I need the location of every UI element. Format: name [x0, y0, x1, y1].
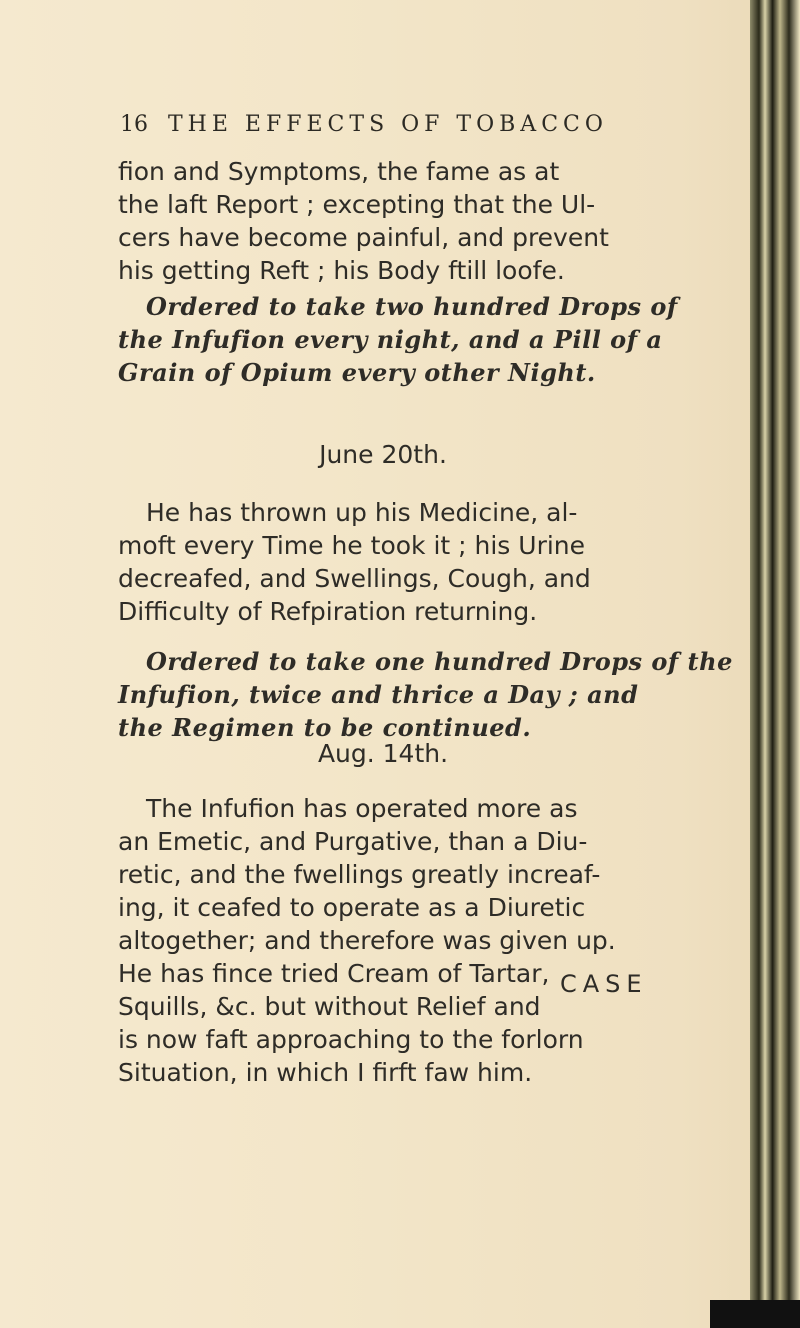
order-2: [118, 645, 733, 744]
date-heading-1: [118, 438, 728, 471]
text-line: He has thrown up his Medicine, al-: [146, 498, 578, 527]
text-line: decreafed, and Swellings, Cough, and: [118, 564, 591, 593]
text-line: Difficulty of Refpiration returning.: [118, 597, 538, 626]
text-line: his getting Reft ; his Body ftill loofe.: [118, 256, 565, 285]
book-spine-edge: [750, 0, 800, 1328]
italic-line: Ordered to take two hundred Drops of: [146, 292, 678, 321]
text-line: altogether; and therefore was given up.: [118, 926, 616, 955]
italic-line: the Infufion every night, and a Pill of a: [118, 325, 663, 354]
italic-line: Infufion, twice and thrice a Day ; and: [118, 680, 639, 709]
date-text: June 20th.: [319, 440, 447, 469]
text-line: the laft Report ; excepting that the Ul-: [118, 190, 596, 219]
text-line: is now faft approaching to the forlorn: [118, 1025, 584, 1054]
date-text: Aug. 14th.: [317, 739, 449, 768]
paragraph-2: [118, 496, 728, 628]
text-line: an Emetic, and Purgative, than a Diu-: [118, 827, 588, 856]
paragraph-1: [118, 155, 728, 287]
text-line: Situation, in which I firft faw him.: [118, 1058, 533, 1087]
text-line: cers have become painful, and prevent: [118, 223, 609, 252]
italic-line: Ordered to take one hundred Drops of the: [146, 647, 733, 676]
text-line: retic, and the fwellings greatly increaf-: [118, 860, 601, 889]
date-heading-2: [118, 737, 728, 770]
text-line: moft every Time he took it ; his Urine: [118, 531, 586, 560]
catchword: CASE: [560, 970, 648, 998]
italic-line: the Regimen to be continued.: [118, 713, 532, 742]
text-line: The Infufion has operated more as: [146, 794, 578, 823]
page-number: 16: [120, 112, 148, 137]
page-corner-shadow: [710, 1300, 800, 1328]
text-line: Squills, &c. but without Relief and: [118, 992, 541, 1021]
text-line: fion and Symptoms, the fame as at: [118, 157, 560, 186]
running-header: [120, 112, 720, 146]
paragraph-3: [118, 792, 728, 1089]
running-title: THE EFFECTS OF TOBACCO: [168, 112, 608, 137]
text-line: He has fince tried Cream of Tartar,: [118, 959, 550, 988]
order-1: [118, 290, 728, 389]
text-line: ing, it ceafed to operate as a Diuretic: [118, 893, 586, 922]
italic-line: Grain of Opium every other Night.: [118, 358, 596, 387]
